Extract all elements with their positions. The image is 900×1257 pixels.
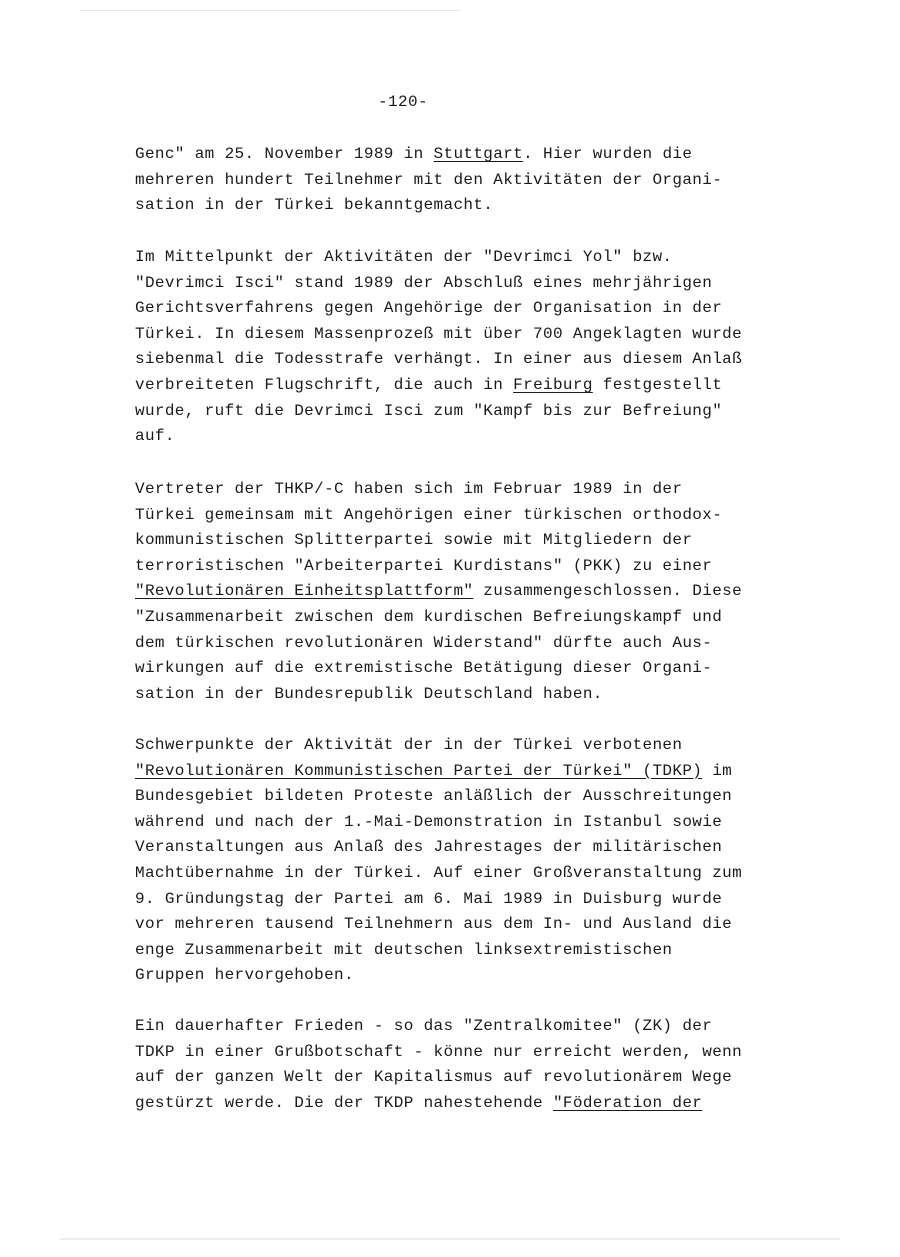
text-run: enge Zusammenarbeit mit deutschen linksextremistischen <box>135 940 673 959</box>
text-run: festgestellt <box>592 375 723 394</box>
text-line <box>135 682 795 708</box>
text-line <box>135 835 795 861</box>
text-line <box>135 399 795 425</box>
underlined-text: "Revolutionären Einheitsplattform" <box>135 582 474 601</box>
text-run: terroristischen "Arbeiterpartei Kurdistans" (PKK) zu einer <box>135 556 713 575</box>
text-line <box>135 887 795 913</box>
text-run: Vertreter der THKP/-C haben sich im Februar 1989 in der <box>135 480 683 498</box>
text-run: TDKP in einer Grußbotschaft - könne nur erreicht werden, wenn <box>135 1042 743 1061</box>
text-run: gestürzt werde. Die der TKDP nahestehende <box>135 1093 553 1112</box>
text-run: Ein dauerhafter Frieden - so das "Zentralkomitee" (ZK) der <box>135 1017 713 1035</box>
text-run: Türkei. In diesem Massenprozeß mit über 700 Angeklagten wurde <box>135 324 743 343</box>
text-run: . Hier wurden die <box>523 145 693 163</box>
text-line <box>135 1040 795 1066</box>
text-run: Gerichtsverfahrens gegen Angehörige der Organisation in der <box>135 299 723 318</box>
text-run: sation in der Bundesrepublik Deutschland haben. <box>135 684 603 703</box>
text-line <box>135 322 795 348</box>
text-run: im <box>702 761 733 780</box>
text-line <box>135 810 795 836</box>
scan-edge-bottom <box>60 1238 840 1240</box>
text-run: Im Mittelpunkt der Aktivitäten der "Devrimci Yol" bzw. <box>135 248 673 266</box>
text-run: kommunistischen Splitterpartei sowie mit Mitgliedern der <box>135 531 693 550</box>
text-line <box>135 193 795 219</box>
text-line <box>135 759 795 785</box>
text-line <box>135 373 795 399</box>
text-run: wurde, ruft die Devrimci Isci zum "Kampf bis zur Befreiung" <box>135 401 723 420</box>
text-line <box>135 245 795 271</box>
text-line <box>135 424 795 450</box>
text-run: Genc" am 25. November 1989 in <box>135 145 434 163</box>
text-run: "Devrimci Isci" stand 1989 der Abschluß eines mehrjährigen <box>135 273 713 292</box>
text-line <box>135 477 795 503</box>
underlined-text: Stuttgart <box>433 145 524 163</box>
text-line <box>135 1065 795 1091</box>
text-run: "Zusammenarbeit zwischen dem kurdischen Befreiungskampf und <box>135 607 723 626</box>
text-run: siebenmal die Todesstrafe verhängt. In einer aus diesem Anlaß <box>135 350 743 369</box>
text-run: wirkungen auf die extremistische Betätigung dieser Organi- <box>135 659 713 678</box>
underlined-text: Freiburg <box>513 375 593 394</box>
text-run: Bundesgebiet bildeten Proteste anläßlich der Ausschreitungen <box>135 787 733 806</box>
text-run: Schwerpunkte der Aktivität der in der Türkei verbotenen <box>135 736 683 754</box>
text-run: vor mehreren tausend Teilnehmern aus dem In- und Ausland die <box>135 915 733 934</box>
text-line <box>135 963 795 989</box>
paragraph-2 <box>135 245 795 450</box>
text-line <box>135 656 795 682</box>
text-run: verbreiteten Flugschrift, die auch in <box>135 375 514 394</box>
paragraph-5 <box>135 1014 795 1116</box>
text-run: 9. Gründungstag der Partei am 6. Mai 1989 in Duisburg wurde <box>135 889 723 908</box>
text-run: Gruppen hervorgehoben. <box>135 966 354 985</box>
underlined-text: "Revolutionären Kommunistischen Partei der Türkei" (TDKP) <box>135 761 703 780</box>
text-line <box>135 784 795 810</box>
text-run: Veranstaltungen aus Anlaß des Jahrestages der militärischen <box>135 838 723 857</box>
paragraph-3 <box>135 477 795 707</box>
text-run: Machtübernahme in der Türkei. Auf einer Großveranstaltung zum <box>135 863 743 882</box>
text-line <box>135 347 795 373</box>
text-line <box>135 296 795 322</box>
text-line <box>135 605 795 631</box>
text-run: Türkei gemeinsam mit Angehörigen einer türkischen orthodox- <box>135 505 723 524</box>
text-line <box>135 271 795 297</box>
text-line <box>135 1014 795 1040</box>
text-line <box>135 503 795 529</box>
page-number: -120- <box>378 93 429 111</box>
scan-edge-top <box>80 10 460 11</box>
text-run: während und nach der 1.-Mai-Demonstration in Istanbul sowie <box>135 812 723 831</box>
paragraph-4 <box>135 733 795 989</box>
paragraph-1 <box>135 142 795 219</box>
text-line <box>135 168 795 194</box>
text-run: sation in der Türkei bekanntgemacht. <box>135 196 494 215</box>
text-run: auf der ganzen Welt der Kapitalismus auf revolutionärem Wege <box>135 1068 733 1087</box>
text-run: zusammengeschlossen. Diese <box>473 582 743 601</box>
text-run: auf. <box>135 427 175 446</box>
text-run: dem türkischen revolutionären Widerstand" dürfte auch Aus- <box>135 633 713 652</box>
text-line <box>135 938 795 964</box>
text-run: mehreren hundert Teilnehmer mit den Aktivitäten der Organi- <box>135 170 723 189</box>
text-line <box>135 912 795 938</box>
text-line <box>135 1091 795 1117</box>
text-line <box>135 861 795 887</box>
text-line <box>135 142 795 168</box>
underlined-text: "Föderation der <box>552 1093 703 1112</box>
text-line <box>135 579 795 605</box>
text-line <box>135 733 795 759</box>
text-line <box>135 554 795 580</box>
text-line <box>135 631 795 657</box>
text-line <box>135 528 795 554</box>
